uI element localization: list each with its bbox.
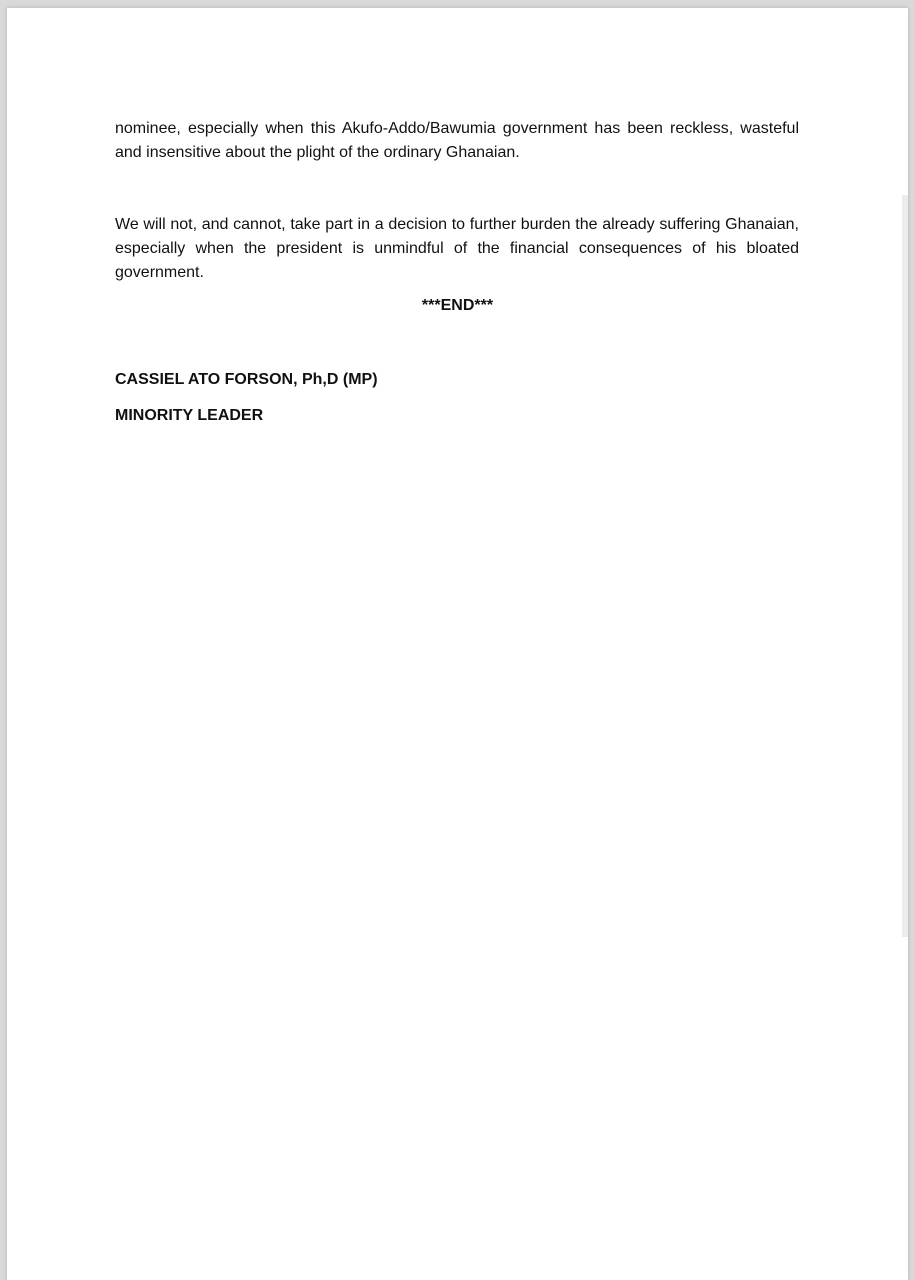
paragraph-2: We will not, and cannot, take part in a decision to further burden the already suffering Ghanaian, especially when the president is unmindful of the financial consequences of his bloated government. <box>115 216 799 281</box>
end-marker: ***END*** <box>421 297 494 314</box>
paragraph-1: nominee, especially when this Akufo-Addo/Bawumia government has been reckless, wasteful and insensitive about the plight of the ordinary Ghanaian. <box>115 120 799 161</box>
page-edge-shadow <box>902 195 908 937</box>
signatory-title: MINORITY LEADER <box>115 407 264 424</box>
document-page <box>7 8 908 1280</box>
signatory-name: CASSIEL ATO FORSON, Ph,D (MP) <box>115 371 378 388</box>
